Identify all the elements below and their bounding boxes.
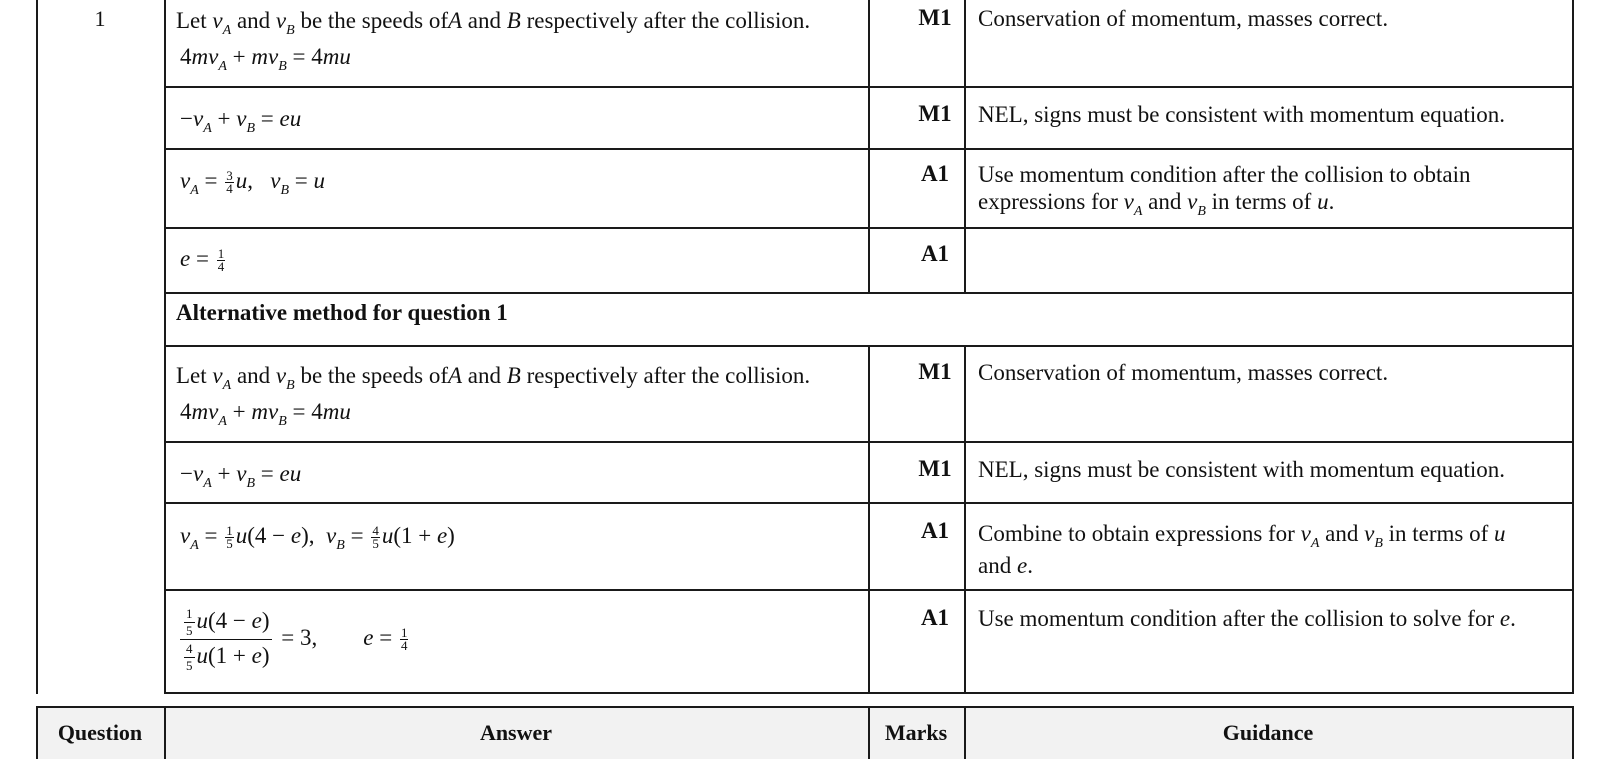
answer-row-2-equation: $-v_A + v_B$ = eu: [180, 106, 302, 136]
row-line: [164, 589, 1574, 591]
header-guidance: Guidance: [1222, 720, 1314, 745]
mark-alt-row-4: A1: [920, 605, 950, 630]
answer-alt-row-1-text: Let $v_A$ and $v_B$ be the speeds ofA and B respectively after the collision.: [176, 363, 811, 393]
row-line: [164, 86, 1574, 88]
answer-row-1-text: Let $v_A$ and $v_B$ be the speeds ofA and B respectively after the collision.: [176, 8, 811, 38]
row-line: [164, 227, 1574, 229]
marks-left-line-2: [868, 345, 870, 694]
row-line: [164, 345, 1574, 347]
row-line: [164, 148, 1574, 150]
guidance-alt-row-3-line-1: Combine to obtain expressions for $v_A$ and $v_B$ in terms of u: [978, 521, 1506, 551]
mark-row-1: M1: [918, 5, 952, 30]
alternative-method-heading: Alternative method for question 1: [176, 300, 508, 325]
mark-row-3: A1: [920, 161, 950, 186]
answer-alt-row-4-equation: $\frac{1}{5}$ u(4 − e) $\frac{4}{5}$ u(1 + e) = 3, e = $\frac{1}{4}$: [180, 607, 410, 672]
guidance-row-2: NEL, signs must be consistent with momentum equation.: [978, 102, 1506, 127]
guidance-row-3-line-2: expressions for $v_A$ and $v_B$ in terms of u.: [978, 189, 1335, 219]
guidance-row-3-line-1: Use momentum condition after the collision to obtain: [978, 162, 1471, 187]
marks-left-line: [868, 0, 870, 292]
guidance-alt-row-4: Use momentum condition after the collision to solve for e.: [978, 606, 1516, 631]
answer-alt-row-1-equation: $4mv_A + mv_B = 4mu$: [180, 399, 351, 429]
guidance-alt-row-1: Conservation of momentum, masses correct.: [978, 360, 1389, 385]
left-border-line: [36, 0, 38, 694]
question-number: 1: [94, 6, 106, 31]
mark-row-4: A1: [920, 241, 950, 266]
header-right-line: [1572, 706, 1574, 759]
mark-alt-row-1: M1: [918, 359, 952, 384]
row-line: [164, 692, 1574, 694]
row-line: [164, 292, 1574, 294]
row-line: [164, 441, 1574, 443]
answer-alt-row-3-equation: $v_A$ = $\frac{1}{5}$ u(4 − e), $v_B$ = $\frac{4}{5}$ u(1 + e): [180, 523, 455, 553]
guidance-row-1: Conservation of momentum, masses correct.: [978, 6, 1389, 31]
header-question: Question: [57, 720, 143, 745]
guidance-alt-row-2: NEL, signs must be consistent with momentum equation.: [978, 457, 1506, 482]
mark-alt-row-2: M1: [918, 456, 952, 481]
answer-row-1-equation: $4mv_A + mv_B = 4mu$: [180, 44, 351, 74]
header-answer: Answer: [479, 720, 553, 745]
answer-row-4-equation: e = $\frac{1}{4}$: [180, 246, 225, 275]
mark-alt-row-3: A1: [920, 518, 950, 543]
mark-row-2: M1: [918, 101, 952, 126]
guidance-alt-row-3-line-2: and e.: [978, 553, 1033, 578]
answer-row-3-equation: $v_A$ = $\frac{3}{4}$ u, $v_B = u$: [180, 168, 326, 198]
answer-alt-row-2-equation: $-v_A + v_B$ = eu: [180, 461, 302, 491]
header-top-line: [36, 706, 1574, 708]
row-line: [164, 502, 1574, 504]
header-marks: Marks: [884, 720, 948, 745]
